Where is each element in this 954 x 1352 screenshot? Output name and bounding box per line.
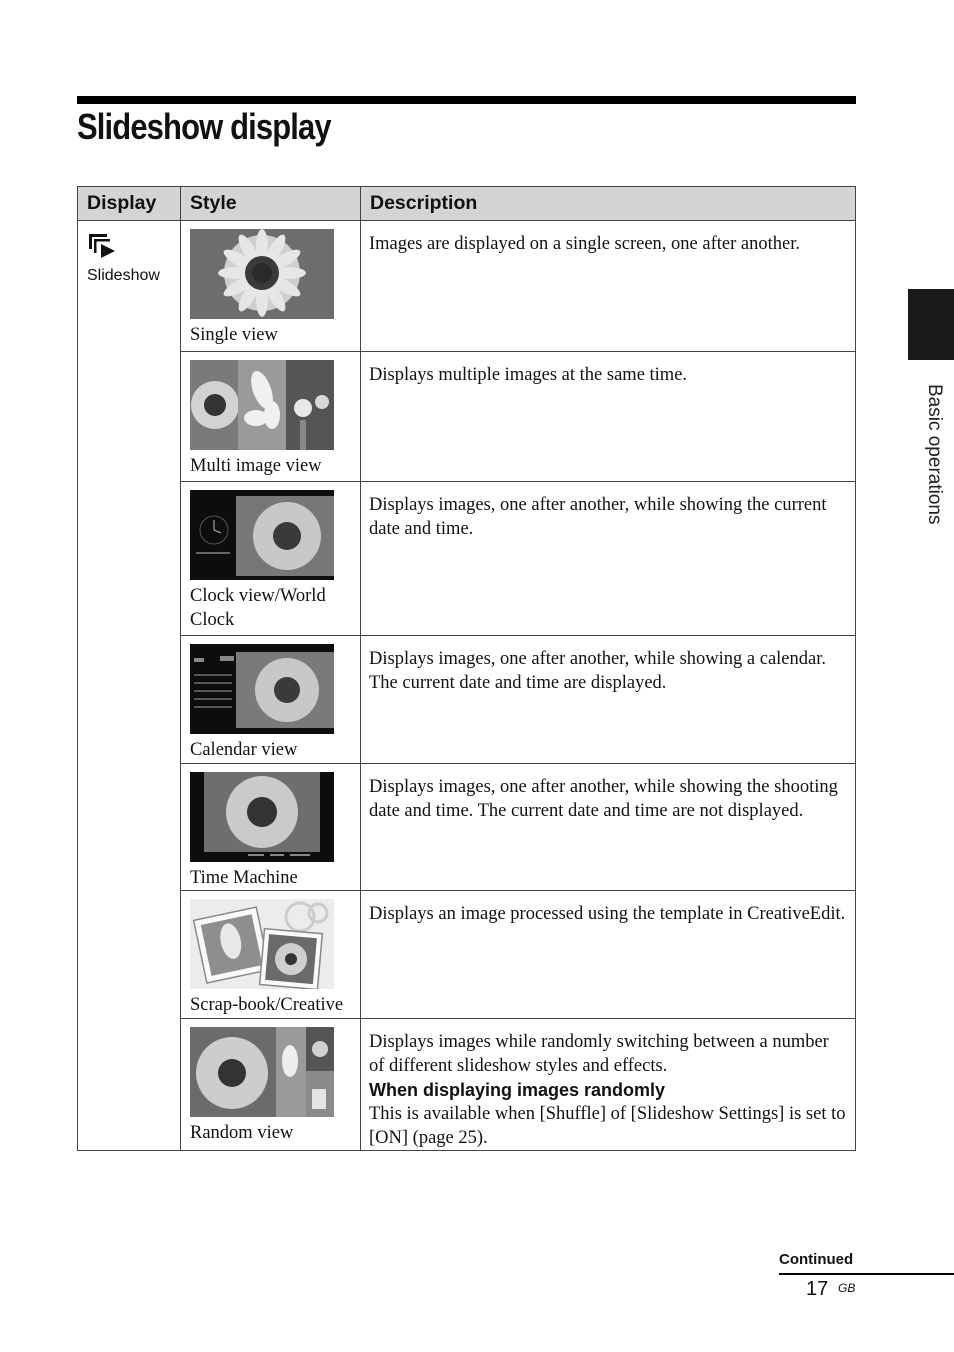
scrap-book-thumbnail (190, 899, 334, 989)
style-label: Random view (190, 1123, 294, 1143)
time-machine-thumbnail (190, 772, 334, 862)
description-cell: Displays images, one after another, while showing the current date and time. (361, 482, 856, 636)
table-header-row (78, 187, 856, 221)
description-cell (361, 1019, 856, 1151)
slideshow-icon (87, 231, 119, 259)
display-cell (78, 221, 181, 1151)
description-text: Displays images while randomly switching between a number of different slideshow styles and effects. (369, 1032, 829, 1076)
style-label: Calendar view (190, 740, 298, 760)
display-label-slideshow: Slideshow (87, 267, 160, 284)
page-language-suffix: GB (838, 1281, 856, 1295)
style-cell (181, 482, 361, 636)
style-label: Single view (190, 325, 278, 345)
header-style: Style (181, 187, 361, 221)
style-cell (181, 352, 361, 482)
description-cell: Images are displayed on a single screen, one after another. (361, 221, 856, 352)
page-title: Slideshow display (77, 106, 331, 147)
multi-image-view-thumbnail (190, 360, 334, 450)
page-number: 17 (806, 1278, 829, 1300)
style-cell (181, 1019, 361, 1151)
style-cell (181, 636, 361, 764)
style-label: Clock view/World Clock (190, 586, 326, 630)
section-tab-marker (908, 289, 954, 360)
clock-view-thumbnail (190, 490, 334, 580)
style-cell (181, 891, 361, 1019)
description-cell: Displays an image processed using the template in CreativeEdit. (361, 891, 856, 1019)
style-label: Scrap-book/Creative (190, 995, 344, 1015)
title-rule (77, 96, 856, 104)
table-row (78, 221, 856, 352)
note-heading: When displaying images randomly (369, 1080, 666, 1100)
calendar-view-thumbnail (190, 644, 334, 734)
style-cell (181, 221, 361, 352)
style-label: Time Machine (190, 868, 298, 888)
style-cell (181, 764, 361, 891)
continued-label: Continued (779, 1251, 854, 1268)
table-row (78, 482, 856, 636)
section-tab-label: Basic operations (924, 384, 945, 525)
table-row (78, 1019, 856, 1151)
random-view-thumbnail (190, 1027, 334, 1117)
footer-rule (779, 1273, 954, 1275)
header-description: Description (361, 187, 856, 221)
description-cell: Displays multiple images at the same time. (361, 352, 856, 482)
table-row (78, 352, 856, 482)
table-row (78, 891, 856, 1019)
description-cell: Displays images, one after another, while showing a calendar. The current date and time are displayed. (361, 636, 856, 764)
description-cell: Displays images, one after another, while showing the shooting date and time. The current date and time are not displayed. (361, 764, 856, 891)
note-text: This is available when [Shuffle] of [Slideshow Settings] is set to [ON] (page 25). (369, 1104, 846, 1148)
slideshow-styles-table (77, 186, 856, 1151)
style-label: Multi image view (190, 456, 322, 476)
table-row (78, 636, 856, 764)
table-row (78, 764, 856, 891)
header-display: Display (78, 187, 181, 221)
single-view-thumbnail (190, 229, 334, 319)
